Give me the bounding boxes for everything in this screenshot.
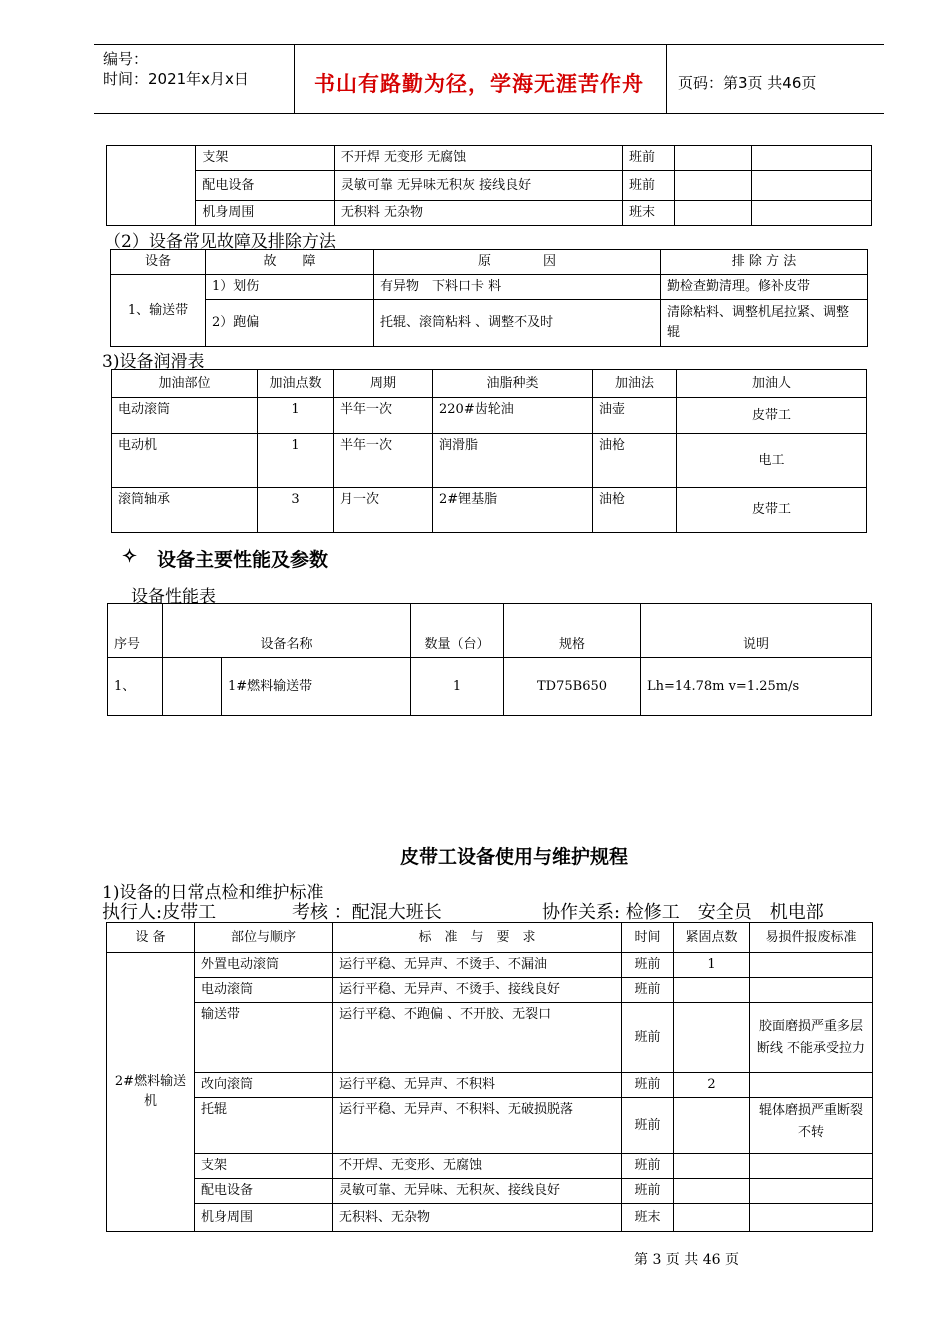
perf-note-cell: Lh=14.78m v=1.25m/s: [641, 658, 872, 716]
lube-points-cell: 1: [258, 398, 334, 434]
faults-header-cause: 原 因: [374, 250, 661, 275]
rules-time-cell: 班前: [622, 1179, 674, 1204]
fix-cell: 清除粘料、调整机尾拉紧、调整辊: [661, 300, 868, 347]
rules-part-cell: 电动滚筒: [195, 978, 333, 1003]
rules-time-cell: 班前: [622, 1073, 674, 1098]
table-row: [112, 398, 867, 434]
faults-title: （2）设备常见故障及排除方法: [104, 232, 336, 252]
cause-cell: 托辊、滚筒粘料 、调整不及时: [374, 300, 661, 347]
header-top-rule: [94, 44, 884, 45]
rules-header-time: 时间: [622, 923, 674, 953]
rules-header-equipment: 设 备: [107, 923, 195, 953]
rules-standard-cell: 不开焊、无变形、无腐蚀: [333, 1154, 622, 1179]
rules-header-points: 紧固点数: [674, 923, 750, 953]
rules-executor: 执行人:皮带工: [102, 902, 217, 923]
table-row: [107, 1003, 873, 1073]
rules-scrap-cell: 辊体磨损严重断裂不转: [750, 1098, 873, 1154]
lube-cycle-cell: 半年一次: [334, 398, 433, 434]
rules-time-cell: 班前: [622, 1154, 674, 1179]
lube-header-grease: 油脂种类: [433, 370, 593, 398]
standard-cell: 不开焊 无变形 无腐蚀: [334, 146, 622, 171]
lube-grease-cell: 220#齿轮油: [433, 398, 593, 434]
rules-part-cell: 托辊: [195, 1098, 333, 1154]
faults-equipment-cell: 1、输送带: [111, 275, 206, 347]
rules-points-cell: [674, 1204, 750, 1232]
header-divider-left: [294, 44, 295, 114]
empty-cell: [675, 201, 751, 226]
rules-header-standard: 标 准 与 要 求: [333, 923, 622, 953]
perf-table-title: 设备性能表: [131, 587, 216, 607]
fault-cell: 1）划伤: [206, 275, 374, 300]
perf-name-cell: 1#燃料输送带: [222, 658, 411, 716]
rules-assessor: 考核 ：配混大班长: [292, 902, 442, 923]
header-slogan: 书山有路勤为径，学海无涯苦作舟: [314, 71, 644, 96]
time-cell: 班前: [623, 146, 675, 171]
lube-person-cell: 电工: [677, 434, 867, 488]
table-row: [108, 658, 872, 716]
rules-points-cell: [674, 978, 750, 1003]
rules-scrap-cell: [750, 1204, 873, 1232]
header-page-label: 页码：第3页 共46页: [678, 74, 817, 92]
lube-table: [111, 369, 867, 533]
perf-header-name: 设备名称: [163, 604, 411, 658]
empty-cell: [751, 171, 872, 201]
rules-scrap-cell: [750, 1154, 873, 1179]
rules-part-cell: 改向滚筒: [195, 1073, 333, 1098]
rules-standard-cell: 运行平稳、无异声、不烫手、不漏油: [333, 953, 622, 978]
perf-header-qty: 数量（台）: [411, 604, 504, 658]
standard-cell: 无积料 无杂物: [334, 201, 622, 226]
top-continuation-table: [106, 145, 872, 226]
rules-subtitle: 1)设备的日常点检和维护标准: [102, 883, 324, 903]
standard-cell: 灵敏可靠 无异味无积灰 接线良好: [334, 171, 622, 201]
table-row: [107, 1073, 873, 1098]
faults-header-fault: 故 障: [206, 250, 374, 275]
table-row: [107, 1179, 873, 1204]
empty-cell: [675, 171, 751, 201]
lube-title: 3)设备润滑表: [102, 352, 205, 372]
diamond-bullet-icon: ✧: [122, 546, 138, 567]
rules-equipment-cell: 2#燃料输送机: [107, 953, 195, 1232]
fix-cell: 勤检查勤清理。修补皮带: [661, 275, 868, 300]
cause-cell: 有异物 下料口卡 料: [374, 275, 661, 300]
table-row: [107, 953, 873, 978]
rules-time-cell: 班前: [622, 978, 674, 1003]
rules-cooperation: 协作关系: 检修工 安全员 机电部: [542, 902, 824, 923]
rules-standard-cell: 运行平稳、无异声、不烫手、接线良好: [333, 978, 622, 1003]
empty-cell: [675, 146, 751, 171]
lube-grease-cell: 2#锂基脂: [433, 488, 593, 533]
rules-scrap-cell: 胶面磨损严重多层断线 不能承受拉力: [750, 1003, 873, 1073]
lube-person-cell: 皮带工: [677, 398, 867, 434]
part-cell: 配电设备: [196, 171, 335, 201]
table-row: [107, 1154, 873, 1179]
rules-part-cell: 机身周围: [195, 1204, 333, 1232]
rules-scrap-cell: [750, 978, 873, 1003]
table-row: [112, 488, 867, 533]
time-cell: 班末: [623, 201, 675, 226]
fault-cell: 2）跑偏: [206, 300, 374, 347]
rules-standard-cell: 无积料、无杂物: [333, 1204, 622, 1232]
faults-table: [110, 249, 868, 347]
rules-part-cell: 配电设备: [195, 1179, 333, 1204]
rules-standard-cell: 运行平稳、无异声、不积料、无破损脱落: [333, 1098, 622, 1154]
rules-time-cell: 班前: [622, 953, 674, 978]
empty-cell: [751, 146, 872, 171]
empty-cell: [751, 201, 872, 226]
perf-section-title: 设备主要性能及参数: [157, 549, 329, 571]
rules-scrap-cell: [750, 1073, 873, 1098]
lube-points-cell: 3: [258, 488, 334, 533]
rules-part-cell: 外置电动滚筒: [195, 953, 333, 978]
rules-points-cell: [674, 1154, 750, 1179]
lube-person-cell: 皮带工: [677, 488, 867, 533]
doc-time-label: 时间：2021年x月x日: [103, 70, 249, 88]
footer-page-number: 第 3 页 共 46 页: [634, 1252, 739, 1268]
lube-method-cell: 油壶: [593, 398, 677, 434]
rules-standard-cell: 灵敏可靠、无异味、无积灰、接线良好: [333, 1179, 622, 1204]
lube-header-points: 加油点数: [258, 370, 334, 398]
perf-table: [107, 603, 872, 716]
part-cell: 机身周围: [196, 201, 335, 226]
perf-no-cell: 1、: [108, 658, 163, 716]
rules-standard-cell: 运行平稳、不跑偏 、不开胶、无裂口: [333, 1003, 622, 1073]
perf-spec-cell: TD75B650: [504, 658, 641, 716]
lube-part-cell: 电动机: [112, 434, 258, 488]
lube-header-person: 加油人: [677, 370, 867, 398]
header-bottom-rule: [94, 113, 884, 114]
lube-header-part: 加油部位: [112, 370, 258, 398]
table-row: [107, 1098, 873, 1154]
table-row: [107, 978, 873, 1003]
empty-cell: [163, 658, 222, 716]
table-row: [107, 1204, 873, 1232]
rules-scrap-cell: [750, 953, 873, 978]
perf-header-note: 说明: [641, 604, 872, 658]
lube-cycle-cell: 月一次: [334, 488, 433, 533]
rules-part-cell: 输送带: [195, 1003, 333, 1073]
rules-header-part: 部位与顺序: [195, 923, 333, 953]
rules-header-scrap: 易损件报废标准: [750, 923, 873, 953]
rules-points-cell: [674, 1179, 750, 1204]
rules-time-cell: 班前: [622, 1003, 674, 1073]
perf-header-no: 序号: [108, 604, 163, 658]
rules-part-cell: 支架: [195, 1154, 333, 1179]
lube-part-cell: 滚筒轴承: [112, 488, 258, 533]
rules-title: 皮带工设备使用与维护规程: [400, 846, 629, 868]
rules-points-cell: 1: [674, 953, 750, 978]
rules-time-cell: 班末: [622, 1204, 674, 1232]
time-cell: 班前: [623, 171, 675, 201]
perf-qty-cell: 1: [411, 658, 504, 716]
rules-scrap-cell: [750, 1179, 873, 1204]
rules-standard-cell: 运行平稳、无异声、不积料: [333, 1073, 622, 1098]
lube-grease-cell: 润滑脂: [433, 434, 593, 488]
rules-table: [106, 922, 873, 1232]
lube-header-method: 加油法: [593, 370, 677, 398]
rules-points-cell: 2: [674, 1073, 750, 1098]
lube-header-cycle: 周期: [334, 370, 433, 398]
lube-points-cell: 1: [258, 434, 334, 488]
rules-points-cell: [674, 1003, 750, 1073]
part-cell: 支架: [196, 146, 335, 171]
empty-equipment-cell: [107, 146, 196, 226]
perf-header-spec: 规格: [504, 604, 641, 658]
rules-time-cell: 班前: [622, 1098, 674, 1154]
lube-cycle-cell: 半年一次: [334, 434, 433, 488]
faults-header-fix: 排 除 方 法: [661, 250, 868, 275]
lube-method-cell: 油枪: [593, 434, 677, 488]
faults-header-equipment: 设备: [111, 250, 206, 275]
doc-number-label: 编号：: [103, 50, 149, 68]
rules-points-cell: [674, 1098, 750, 1154]
lube-method-cell: 油枪: [593, 488, 677, 533]
header-divider-right: [666, 44, 667, 114]
lube-part-cell: 电动滚筒: [112, 398, 258, 434]
table-row: [112, 434, 867, 488]
